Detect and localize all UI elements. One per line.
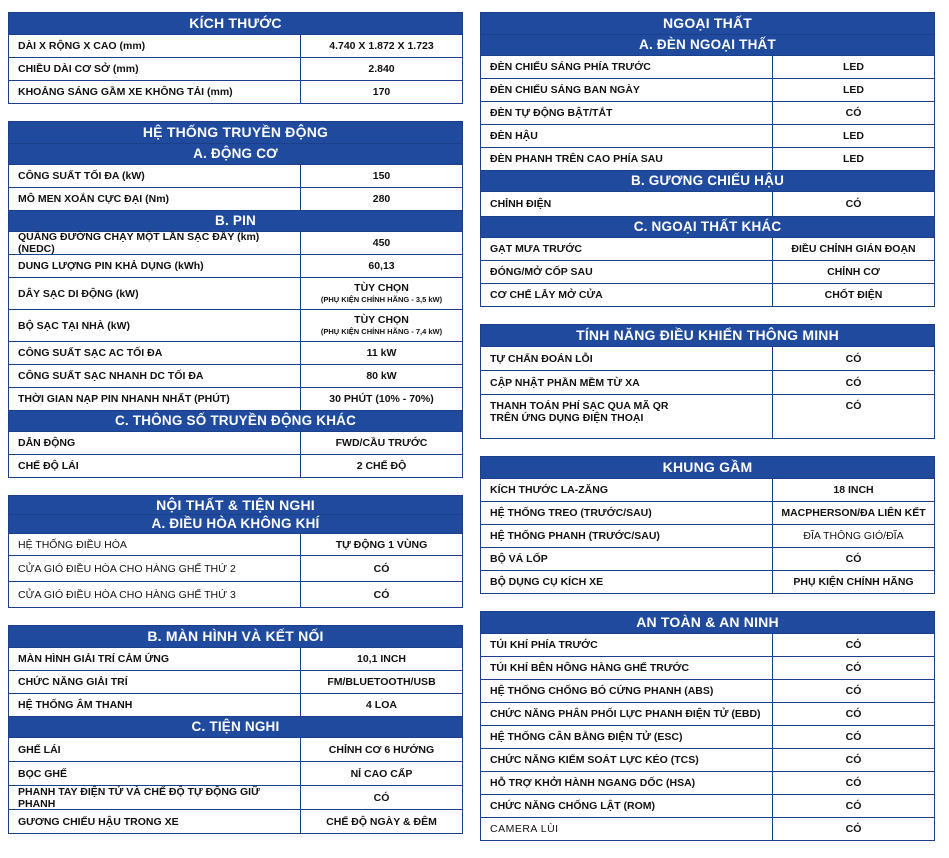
exterior-block	[480, 12, 935, 307]
table-row	[9, 310, 462, 342]
table-row	[9, 648, 462, 671]
row-label: CÔNG SUẤT SẠC NHANH DC TỐI ĐA	[9, 365, 301, 387]
row-value: LED	[843, 153, 864, 165]
row-label: BỘ VÁ LỐP	[481, 548, 773, 570]
table-row	[481, 795, 934, 818]
row-value: NỈ CAO CẤP	[350, 767, 413, 780]
row-value: CÓ	[845, 400, 862, 412]
row-value: PHỤ KIỆN CHÍNH HÃNG	[793, 576, 914, 588]
row-value: CÓ	[845, 777, 862, 789]
row-label: DÂY SẠC DI ĐỘNG (kW)	[9, 278, 301, 309]
interior-block	[8, 495, 463, 608]
table-row	[9, 365, 462, 388]
section-title: KÍCH THƯỚC	[9, 13, 462, 35]
row-label: HỆ THỐNG ÂM THANH	[9, 694, 301, 716]
row-value: CÓ	[373, 791, 390, 804]
row-label: CAMERA LÙI	[481, 818, 773, 840]
table-row	[9, 165, 462, 188]
table-row	[481, 56, 934, 79]
table-row	[481, 192, 934, 217]
table-row	[9, 786, 462, 810]
table-row	[481, 680, 934, 703]
table-row	[481, 102, 934, 125]
table-row	[481, 284, 934, 306]
row-label: MÔ MEN XOẮN CỰC ĐẠI (Nm)	[9, 188, 301, 210]
table-row	[481, 525, 934, 548]
table-row	[9, 671, 462, 694]
table-row	[481, 548, 934, 571]
table-row	[9, 278, 462, 310]
row-label: BỘ SẠC TẠI NHÀ (kW)	[9, 310, 301, 341]
row-note: (PHỤ KIỆN CHÍNH HÃNG - 7,4 kW)	[320, 326, 443, 336]
row-label: TỰ CHẨN ĐOÁN LỖI	[481, 347, 773, 370]
powertrain-block	[8, 121, 463, 478]
row-label: DẪN ĐỘNG	[9, 432, 301, 454]
table-row	[9, 35, 462, 58]
row-label: TÚI KHÍ PHÍA TRƯỚC	[481, 634, 773, 656]
row-value: CÓ	[845, 731, 862, 743]
row-value: CÓ	[845, 662, 862, 674]
subsection-title: C. THÔNG SỐ TRUYỀN ĐỘNG KHÁC	[9, 411, 462, 432]
dimensions-block	[8, 12, 463, 104]
row-value: 2.840	[368, 63, 395, 75]
row-value: CÓ	[373, 562, 390, 575]
row-label: KHOẢNG SÁNG GẦM XE KHÔNG TẢI (mm)	[9, 81, 301, 103]
table-row	[9, 388, 462, 411]
row-value: CHỈNH CƠ 6 HƯỚNG	[328, 743, 435, 756]
row-label: DÀI X RỘNG X CAO (mm)	[9, 35, 301, 57]
row-label: CHIỀU DÀI CƠ SỞ (mm)	[9, 58, 301, 80]
row-label: CỬA GIÓ ĐIỀU HÒA CHO HÀNG GHẾ THỨ 3	[9, 582, 301, 607]
row-value: CÓ	[845, 107, 862, 119]
table-row	[481, 726, 934, 749]
smart-control-block	[480, 324, 935, 439]
subsection-title: A. ĐỘNG CƠ	[9, 144, 462, 165]
row-label: PHANH TAY ĐIỆN TỬ VÀ CHẾ ĐỘ TỰ ĐỘNG GIỮ PHANH	[9, 786, 301, 809]
table-row	[481, 772, 934, 795]
row-value: CHỐT ĐIỆN	[824, 289, 883, 301]
row-label: CHỨC NĂNG PHÂN PHỐI LỰC PHANH ĐIỆN TỬ (EBD)	[481, 703, 773, 725]
table-row	[9, 534, 462, 556]
table-row	[481, 238, 934, 261]
row-value: 80 kW	[366, 370, 397, 382]
row-label: CẬP NHẬT PHẦN MỀM TỪ XA	[481, 371, 773, 394]
section-title: AN TOÀN & AN NINH	[481, 612, 934, 634]
row-label: DUNG LƯỢNG PIN KHẢ DỤNG (kWh)	[9, 255, 301, 277]
row-label: ĐÓNG/MỞ CỐP SAU	[481, 261, 773, 283]
table-row	[9, 556, 462, 582]
row-value: 450	[372, 237, 391, 249]
safety-block	[480, 611, 935, 841]
table-row	[9, 255, 462, 278]
row-label: MÀN HÌNH GIẢI TRÍ CẢM ỨNG	[9, 648, 301, 670]
table-row	[9, 342, 462, 365]
section-title: HỆ THỐNG TRUYỀN ĐỘNG	[9, 122, 462, 144]
row-value: LED	[843, 130, 864, 142]
section-title: B. MÀN HÌNH VÀ KẾT NỐI	[9, 626, 462, 648]
table-row	[481, 657, 934, 680]
table-row	[481, 502, 934, 525]
row-label: CHỨC NĂNG KIỂM SOÁT LỰC KÉO (TCS)	[481, 749, 773, 771]
row-value: TỰ ĐỘNG 1 VÙNG	[335, 538, 428, 551]
row-value: 4.740 X 1.872 X 1.723	[329, 40, 434, 52]
row-label: CHẾ ĐỘ LÁI	[9, 455, 301, 477]
chassis-block	[480, 456, 935, 594]
table-row	[481, 703, 934, 726]
row-value: 2 CHẾ ĐỘ	[356, 460, 407, 472]
table-row	[9, 81, 462, 103]
row-value: 18 INCH	[833, 484, 874, 496]
right-column	[480, 12, 933, 858]
row-value: 170	[372, 86, 391, 98]
row-value: 11 kW	[366, 347, 397, 359]
row-label: CỬA GIÓ ĐIỀU HÒA CHO HÀNG GHẾ THỨ 2	[9, 556, 301, 581]
table-row	[9, 582, 462, 607]
row-value: FWD/CẦU TRƯỚC	[335, 437, 428, 449]
row-label: HỆ THỐNG ĐIỀU HÒA	[9, 534, 301, 555]
row-label: ĐÈN CHIẾU SÁNG BAN NGÀY	[481, 79, 773, 101]
left-column	[8, 12, 461, 851]
row-value: CÓ	[845, 800, 862, 812]
row-label: ĐÈN HẬU	[481, 125, 773, 147]
row-value: LED	[843, 61, 864, 73]
table-row	[481, 148, 934, 171]
row-label: THỜI GIAN NẠP PIN NHANH NHẤT (PHÚT)	[9, 388, 301, 410]
table-row	[9, 455, 462, 477]
subsection-title: A. ĐIỀU HÒA KHÔNG KHÍ	[9, 515, 462, 534]
row-value: TÙY CHỌN	[354, 281, 409, 294]
row-label: CHỈNH ĐIỆN	[481, 192, 773, 216]
row-label: HỆ THỐNG CÂN BẰNG ĐIỆN TỬ (ESC)	[481, 726, 773, 748]
table-row	[481, 818, 934, 840]
table-row	[481, 371, 934, 395]
row-value: TÙY CHỌN	[354, 313, 409, 326]
row-label: HỆ THỐNG TREO (TRƯỚC/SAU)	[481, 502, 773, 524]
subsection-title: C. NGOẠI THẤT KHÁC	[481, 217, 934, 238]
table-row	[9, 188, 462, 211]
row-value: 10,1 INCH	[356, 653, 407, 665]
table-row	[9, 432, 462, 455]
subsection-title: C. TIỆN NGHI	[9, 717, 462, 738]
row-value: 280	[372, 193, 391, 205]
section-title: TÍNH NĂNG ĐIỀU KHIỂN THÔNG MINH	[481, 325, 934, 347]
row-value: ĐIỀU CHỈNH GIÁN ĐOẠN	[791, 243, 916, 255]
subsection-title: A. ĐÈN NGOẠI THẤT	[481, 35, 934, 56]
section-title: KHUNG GẦM	[481, 457, 934, 479]
section-title: NỘI THẤT & TIỆN NGHI	[9, 496, 462, 515]
row-label-line2: TRÊN ỨNG DỤNG ĐIỆN THOẠI	[490, 412, 644, 424]
row-label: CÔNG SUẤT SẠC AC TỐI ĐA	[9, 342, 301, 364]
row-value: MACPHERSON/ĐA LIÊN KẾT	[781, 507, 926, 519]
row-label: CƠ CHẾ LẪY MỞ CỬA	[481, 284, 773, 306]
table-row	[481, 347, 934, 371]
row-value: CÓ	[845, 553, 862, 565]
row-value: CÓ	[845, 823, 862, 835]
table-row	[9, 762, 462, 786]
table-row	[481, 479, 934, 502]
row-value: 4 LOA	[366, 699, 397, 711]
row-value: CÓ	[373, 588, 390, 601]
table-row	[9, 738, 462, 762]
row-label: KÍCH THƯỚC LA-ZĂNG	[481, 479, 773, 501]
row-label: BỌC GHẾ	[9, 762, 301, 785]
row-label: HỆ THỐNG CHỐNG BÓ CỨNG PHANH (ABS)	[481, 680, 773, 702]
table-row	[9, 694, 462, 717]
row-value: CÓ	[845, 198, 862, 210]
table-row	[481, 395, 934, 438]
table-row	[9, 58, 462, 81]
row-value: CÓ	[845, 754, 862, 766]
row-label-line1: THANH TOÁN PHÍ SẠC QUA MÃ QR	[490, 400, 669, 412]
table-row	[481, 749, 934, 772]
table-row	[481, 571, 934, 593]
display-block	[8, 625, 463, 834]
table-row	[9, 810, 462, 833]
row-label: CÔNG SUẤT TỐI ĐA (kW)	[9, 165, 301, 187]
row-value: CHỈNH CƠ	[827, 266, 880, 278]
row-value: 60,13	[368, 260, 395, 272]
row-value: CÓ	[845, 352, 862, 365]
row-label: GHẾ LÁI	[9, 738, 301, 761]
row-value: CÓ	[845, 376, 862, 389]
row-value: ĐĨA THÔNG GIÓ/ĐĨA	[803, 530, 904, 542]
row-label: ĐÈN PHANH TRÊN CAO PHÍA SAU	[481, 148, 773, 170]
row-value: CÓ	[845, 708, 862, 720]
row-label: HỆ THỐNG PHANH (TRƯỚC/SAU)	[481, 525, 773, 547]
row-label: CHỨC NĂNG CHỐNG LẬT (ROM)	[481, 795, 773, 817]
row-label: BỘ DỤNG CỤ KÍCH XE	[481, 571, 773, 593]
section-title: NGOẠI THẤT	[481, 13, 934, 35]
row-value: CÓ	[845, 639, 862, 651]
row-label: ĐÈN TỰ ĐỘNG BẬT/TẮT	[481, 102, 773, 124]
row-label: ĐÈN CHIẾU SÁNG PHÍA TRƯỚC	[481, 56, 773, 78]
subsection-title: B. GƯƠNG CHIẾU HẬU	[481, 171, 934, 192]
table-row	[481, 79, 934, 102]
row-value: 150	[372, 170, 391, 182]
table-row	[481, 261, 934, 284]
row-label: HỖ TRỢ KHỞI HÀNH NGANG DỐC (HSA)	[481, 772, 773, 794]
row-label: TÚI KHÍ BÊN HÔNG HÀNG GHẾ TRƯỚC	[481, 657, 773, 679]
row-value: CÓ	[845, 685, 862, 697]
row-note: (PHỤ KIỆN CHÍNH HÃNG - 3,5 kW)	[320, 294, 443, 304]
row-label: GƯƠNG CHIẾU HẬU TRONG XE	[9, 810, 301, 833]
subsection-title: B. PIN	[9, 211, 462, 232]
table-row	[481, 634, 934, 657]
row-value: FM/BLUETOOTH/USB	[327, 676, 436, 688]
row-value: LED	[843, 84, 864, 96]
row-value: 30 PHÚT (10% - 70%)	[329, 393, 434, 405]
row-value: CHẾ ĐỘ NGÀY & ĐÊM	[326, 815, 437, 828]
row-label: QUÃNG ĐƯỜNG CHẠY MỘT LẦN SẠC ĐẦY (km) (NEDC)	[9, 232, 301, 254]
row-label: CHỨC NĂNG GIẢI TRÍ	[9, 671, 301, 693]
table-row	[9, 232, 462, 255]
row-label: GẠT MƯA TRƯỚC	[481, 238, 773, 260]
table-row	[481, 125, 934, 148]
